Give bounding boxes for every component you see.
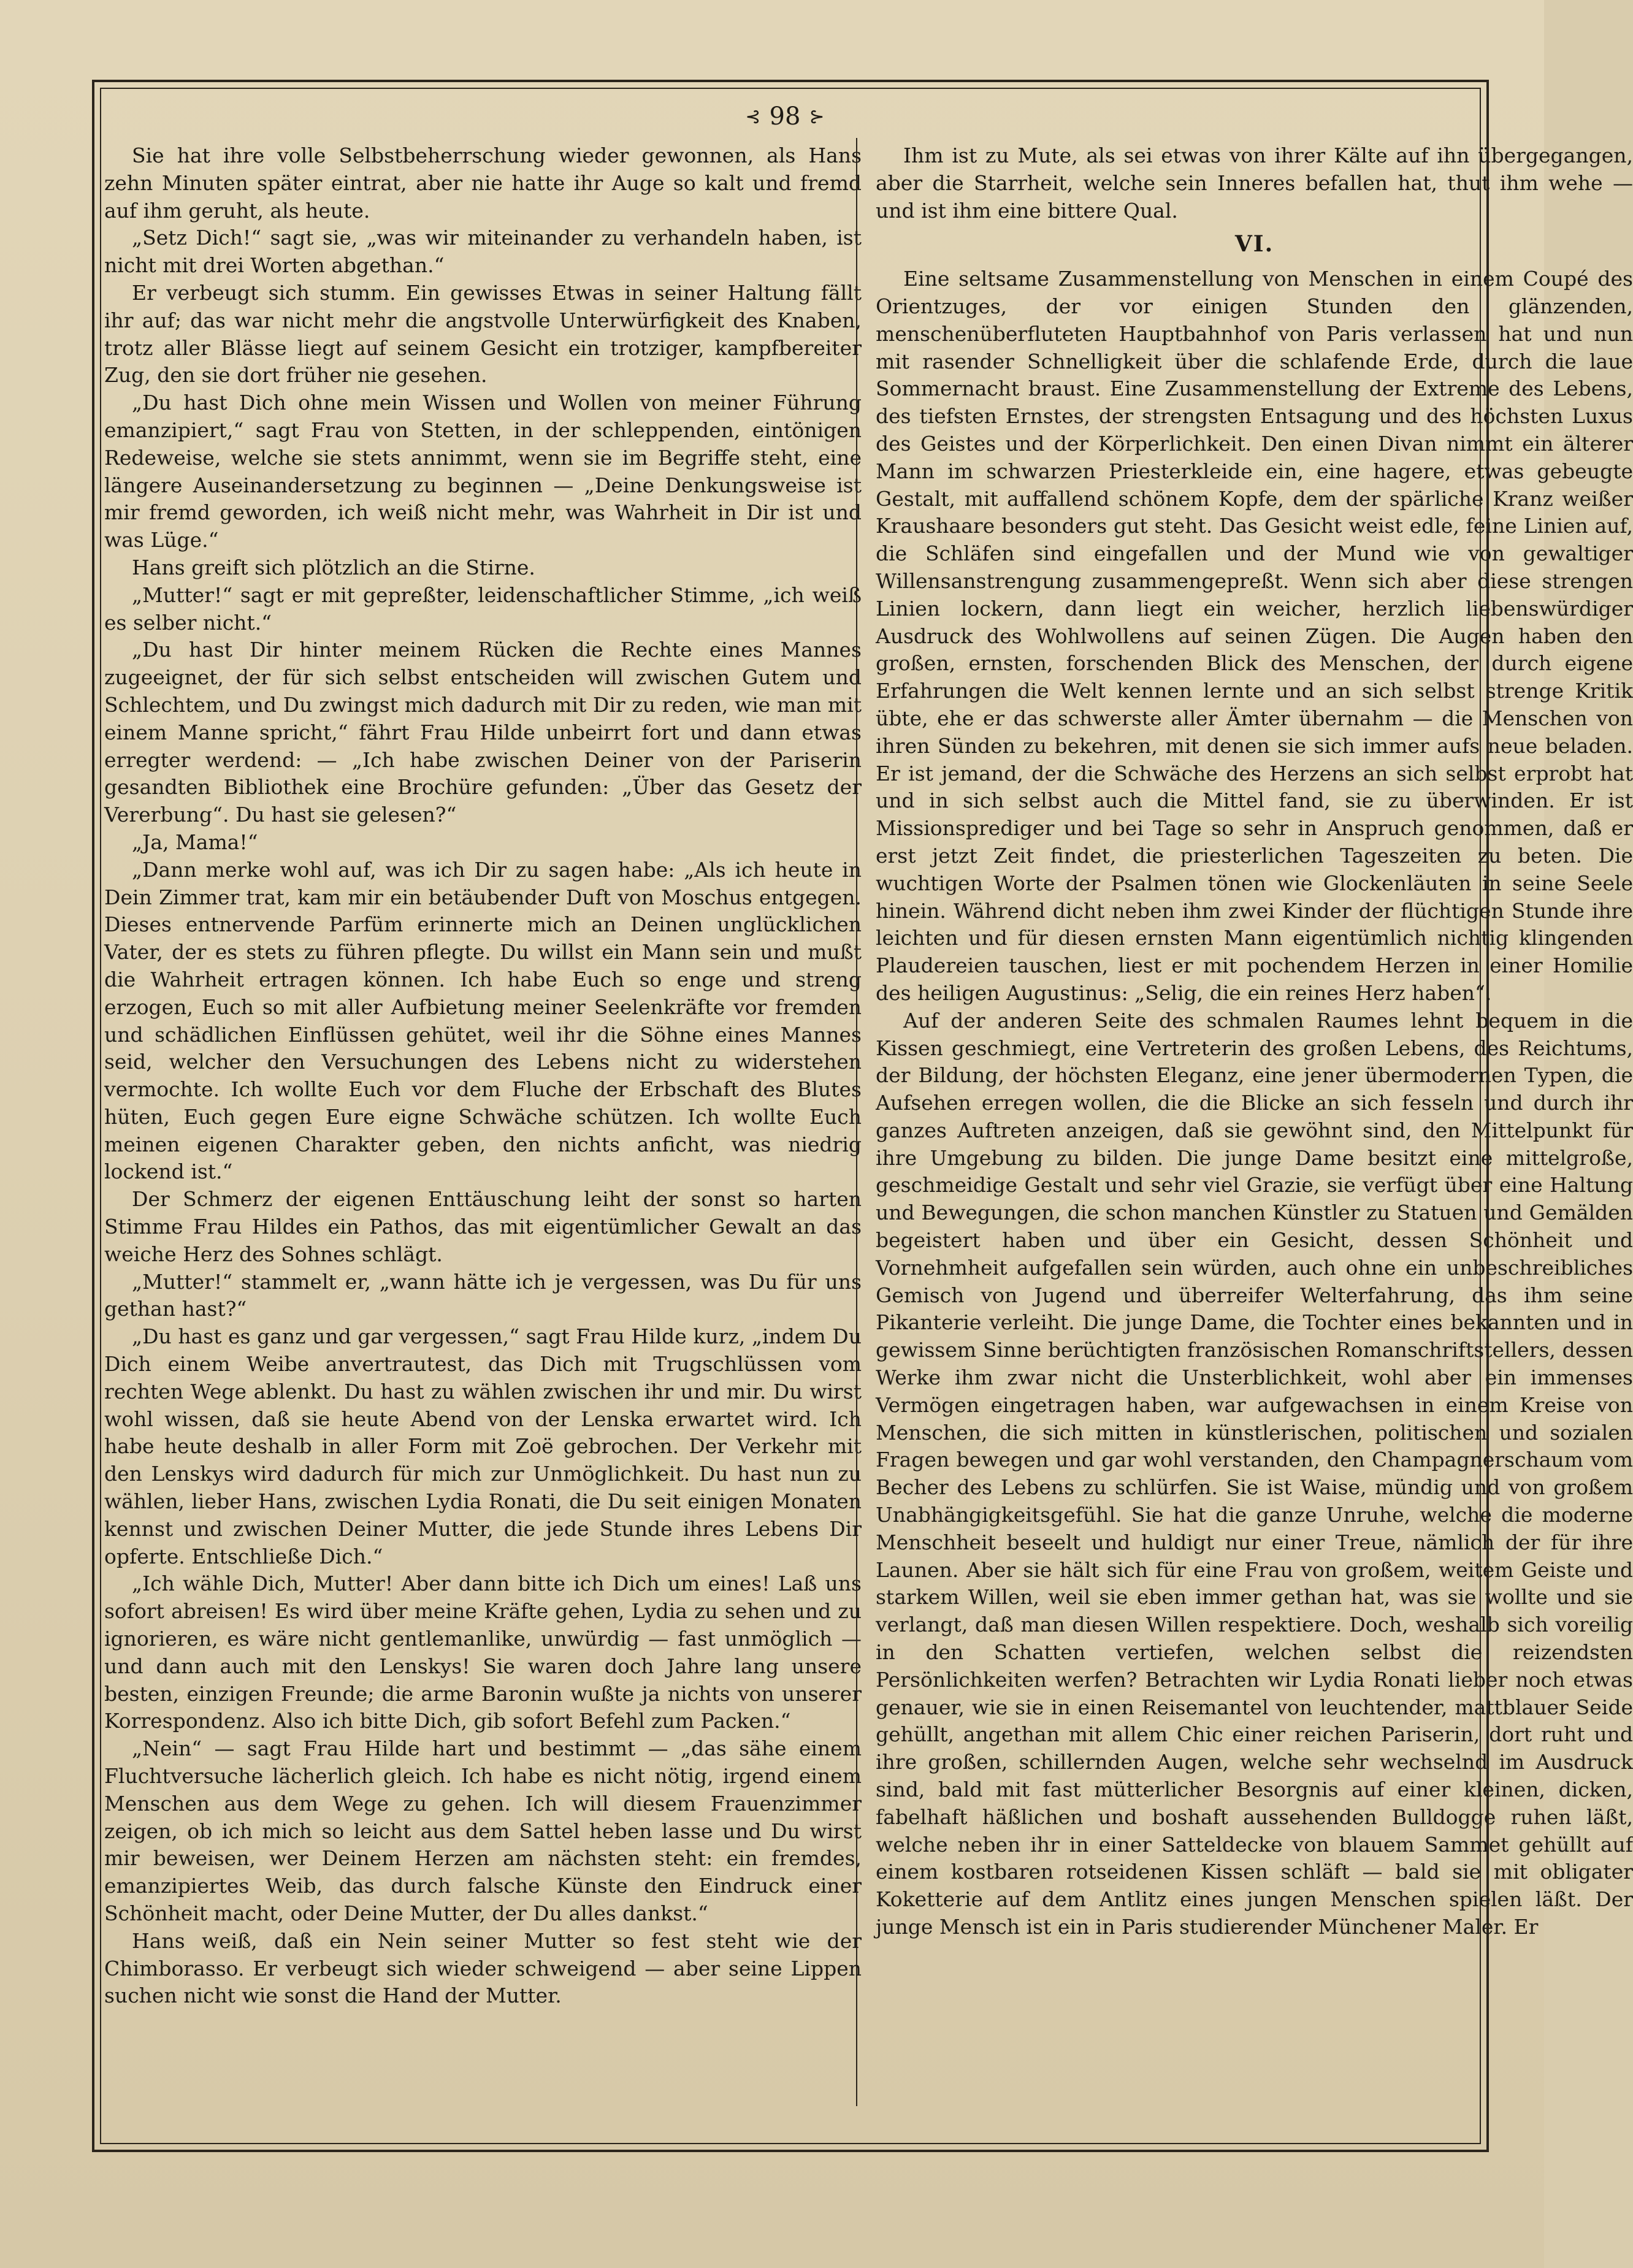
paragraph: „Ja, Mama!“ — [132, 830, 258, 854]
header-ornament-right: ⊱ — [809, 105, 825, 128]
paragraph: „Mutter!“ sagt er mit gepreßter, leidenschaftlicher Stimme, „ich weiß es selber nicht.“ — [104, 582, 862, 635]
left-column — [104, 142, 862, 2010]
paragraph: Auf der anderen Seite des schmalen Raumes lehnt bequem in die Kissen geschmiegt, eine Vertreterin des großen Lebens, des Reichtums, der Bildung, der höchsten Eleganz, eine jener übermodernen Typen, die Aufsehen erregen wollen, die die Blicke an sich fesseln und durch ihr ganzes Auftreten anzeigen, daß sie gewöhnt sind, den Mittelpunkt für ihre Umgebung zu bilden. Die junge Dame besitzt eine mittelgroße, geschmeidige Gestalt und sehr viel Grazie, sie verfügt über eine Haltung und Bewegungen, die schon manchen Künstler zu Statuen und Gemälden begeistert haben und über ein Gesicht, dessen Schönheit und Vornehmheit aufgefallen sein würden, auch ohne ein unbeschreibliches Gemisch von Jugend und überreifer Welterfahrung, das ihm seine Pikanterie verleiht. Die junge Dame, die Tochter eines bekannten und in gewissem Sinne berüchtigten französischen Romanschriftstellers, dessen Werke ihm zwar nicht die Unsterblichkeit, wohl aber ein immenses Vermögen eingetragen haben, war aufgewachsen in einem Kreise von Menschen, die sich mitten in künstlerischen, politischen und sozialen Fragen bewegen und gar wohl verstanden, den Champagnerschaum vom Becher des Lebens zu schlürfen. Sie ist Waise, mündig und von großem Unabhängigkeitsgefühl. Sie hat die ganze Unruhe, welche die moderne Menschheit beseelt und huldigt nur einer Treue, nämlich der für ihre Launen. Aber sie hält sich für eine Frau von großem, weitem Geiste und starkem Willen, weil sie eben immer gethan hat, was sie wollte und sie verlangt, daß man diesen Willen respektiere. Doch, weshalb sich voreilig in den Schatten vertiefen, welchen selbst die reizendsten Persönlichkeiten werfen? Betrachten wir Lydia Ronati lieber noch etwas genauer, wie sie in einen Reisemantel von leuchtender, mattblauer Seide gehüllt, angethan mit allem Chic einer reichen Pariserin, dort ruht und ihre großen, schillernden Augen, welche sehr wechselnd im Ausdruck sind, bald mit fast mütterlicher Besorgnis auf einer kleinen, dicken, fabelhaft häßlichen und boshaft aussehenden Bulldogge ruhen läßt, welche neben ihr in einer Satteldecke von blauem Sammet gehüllt auf einem kostbaren rotseidenen Kissen schläft — bald sie mit obligater Koketterie auf dem Antlitz eines jungen Menschen spielen läßt. Der junge Mensch ist ein in Paris studierender Münchener Maler. Er — [876, 1008, 1633, 1939]
paragraph: Hans weiß, daß ein Nein seiner Mutter so fest steht wie der Chimborasso. Er verbeugt sich wieder schweigend — aber seine Lippen suchen nicht wie sonst die Hand der Mutter. — [104, 1928, 862, 2008]
paragraph: Er verbeugt sich stumm. Ein gewisses Etwas in seiner Haltung fällt ihr auf; das war nicht mehr die angstvolle Unterwürfigkeit des Knaben, trotz aller Blässe liegt auf seinem Gesicht ein trotziger, kampfbereiter Zug, den sie dort früher nie gesehen. — [104, 280, 862, 388]
right-column-body — [876, 265, 1633, 1941]
paragraph: „Nein“ — sagt Frau Hilde hart und bestimmt — „das sähe einem Fluchtversuche lächerlich gleich. Ich habe es nicht nötig, irgend einem Menschen aus dem Wege zu gehen. Ich will diesem Frauenzimmer zeigen, ob ich mich so leicht aus dem Sattel heben lasse und Du wirst mir beweisen, wer Deinem Herzen am nächsten steht: ein fremdes, emanzipiertes Weib, das durch falsche Künste den Eindruck einer Schönheit macht, oder Deine Mutter, der Du alles dankst.“ — [104, 1736, 862, 1925]
paragraph: „Du hast Dich ohne mein Wissen und Wollen von meiner Führung emanzipiert,“ sagt Frau von Stetten, in der schleppenden, eintönigen Redeweise, welche sie stets annimmt, wenn sie im Begriffe steht, eine längere Auseinandersetzung zu beginnen — „Deine Denkungsweise ist mir fremd geworden, ich weiß nicht mehr, was Wahrheit in Dir ist und was Lüge.“ — [104, 391, 862, 552]
right-column — [876, 142, 1633, 1941]
paragraph: Eine seltsame Zusammenstellung von Menschen in einem Coupé des Orientzuges, der vor einigen Stunden den glänzenden, menschenüberfluteten Hauptbahnhof von Paris verlassen hat und nun mit rasender Schnelligkeit über die schlafende Erde, durch die laue Sommernacht braust. Eine Zusammenstellung der Extreme des Lebens, des tiefsten Ernstes, der strengsten Entsagung und des höchsten Luxus des Geistes und der Körperlichkeit. Den einen Divan nimmt ein älterer Mann im schwarzen Priesterkleide ein, eine hagere, etwas gebeugte Gestalt, mit auffallend schönem Kopfe, dem der spärliche Kranz weißer Kraushaare besonders gut steht. Das Gesicht weist edle, feine Linien auf, die Schläfen sind eingefallen und der Mund wie von gewaltiger Willensanstrengung zusammengepreßt. Wenn sich aber diese strengen Linien lockern, dann liegt ein weicher, herzlich liebenswürdiger Ausdruck des Wohlwollens auf seinen Zügen. Die Augen haben den großen, ernsten, forschenden Blick des Menschen, der durch eigene Erfahrungen die Welt kennen lernte und an sich selbst strenge Kritik übte, ehe er das schwerste aller Ämter übernahm — die Menschen von ihren Sünden zu bekehren, mit denen sie sich immer aufs neue beladen. Er ist jemand, der die Schwäche des Herzens an sich selbst erprobt hat und in sich selbst auch die Mittel fand, sie zu überwinden. Er ist Missionsprediger und bei Tage so sehr in Anspruch genommen, daß er erst jetzt Zeit findet, die priesterlichen Tageszeiten zu beten. Die wuchtigen Worte der Psalmen tönen wie Glockenläuten in seine Seele hinein. Während dicht neben ihm zwei Kinder der flüchtigen Stunde ihre leichten und für diesen ernsten Mann eigentümlich nichtig klingenden Plaudereien tauschen, liest er mit pochendem Herzen in einer Homilie des heiligen Augustinus: „Selig, die ein reines Herz haben“. — [876, 267, 1633, 1005]
page-number: 98 — [769, 102, 801, 131]
chapter-heading: VI. — [1234, 231, 1274, 258]
page-header — [705, 95, 865, 138]
paragraph: Sie hat ihre volle Selbstbeherrschung wieder gewonnen, als Hans zehn Minuten später eintrat, aber nie hatte ihr Auge so kalt und fremd auf ihm geruht, als heute. — [104, 143, 862, 223]
paragraph: „Ich wähle Dich, Mutter! Aber dann bitte ich Dich um eines! Laß uns sofort abreisen! Es wird über meine Kräfte gehen, Lydia zu sehen und zu ignorieren, es wäre nicht gentlemanlike, unwürdig — fast unmöglich — und dann auch mit den Lenskys! Sie waren doch Jahre lang unsere besten, einzigen Freunde; die arme Baronin wußte ja nichts von unserer Korrespondenz. Also ich bitte Dich, gib sofort Befehl zum Packen.“ — [104, 1571, 862, 1733]
paragraph: „Du hast es ganz und gar vergessen,“ sagt Frau Hilde kurz, „indem Du Dich einem Weibe anvertrautest, das Dich mit Trugschlüssen vom rechten Wege ablenkt. Du hast zu wählen zwischen ihr und mir. Du wirst wohl wissen, daß sie heute Abend von der Lenska erwartet wird. Ich habe heute deshalb in aller Form mit Zoë gebrochen. Der Verkehr mit den Lenskys wird dadurch für mich zur Unmöglichkeit. Du hast nun zu wählen, lieber Hans, zwischen Lydia Ronati, die Du seit einigen Monaten kennst und zwischen Deiner Mutter, die jede Stunde ihres Lebens Dir opferte. Entschließe Dich.“ — [104, 1324, 862, 1568]
paragraph: Der Schmerz der eigenen Enttäuschung leiht der sonst so harten Stimme Frau Hildes ein Pathos, das mit eigentümlicher Gewalt an das weiche Herz des Sohnes schlägt. — [104, 1187, 862, 1266]
paragraph: Hans greift sich plötzlich an die Stirne. — [132, 555, 535, 579]
right-column-intro: Ihm ist zu Mute, als sei etwas von ihrer Kälte auf ihn übergegangen, aber die Starrheit, welche sein Inneres befallen hat, thut ihm wehe — und ist ihm eine bittere Qual. — [876, 143, 1633, 223]
paragraph: „Mutter!“ stammelt er, „wann hätte ich je vergessen, was Du für uns gethan hast?“ — [104, 1269, 862, 1321]
paragraph: „Du hast Dir hinter meinem Rücken die Rechte eines Mannes zugeeignet, der für sich selbst entscheiden will zwischen Gutem und Schlechtem, und Du zwingst mich dadurch mit Dir zu reden, wie man mit einem Manne spricht,“ fährt Frau Hilde unbeirrt fort und dann etwas erregter werdend: — „Ich habe zwischen Deiner von der Pariserin gesandten Bibliothek eine Brochüre gefunden: „Über das Gesetz der Vererbung“. Du hast sie gelesen?“ — [104, 638, 862, 827]
paragraph: „Setz Dich!“ sagt sie, „was wir miteinander zu verhandeln haben, ist nicht mit drei Worten abgethan.“ — [104, 226, 862, 278]
paragraph: „Dann merke wohl auf, was ich Dir zu sagen habe: „Als ich heute in Dein Zimmer trat, kam mir ein betäubender Duft von Moschus entgegen. Dieses entnervende Parfüm erinnerte mich an Deinen unglücklichen Vater, der es stets zu führen pflegte. Du willst ein Mann sein und mußt die Wahrheit ertragen können. Ich habe Euch so enge und streng erzogen, Euch so mit aller Aufbietung meiner Seelenkräfte vor fremden und schädlichen Einflüssen gehütet, weil ihr die Söhne eines Mannes seid, welcher den Versuchungen des Lebens nicht zu widerstehen vermochte. Ich wollte Euch vor dem Fluche der Erbschaft des Blutes hüten, Euch gegen Eure eigne Schwäche schützen. Ich wollte Euch meinen eigenen Charakter geben, den nichts anficht, was niedrig lockend ist.“ — [104, 857, 862, 1184]
header-ornament-left: ⊰ — [745, 105, 761, 128]
